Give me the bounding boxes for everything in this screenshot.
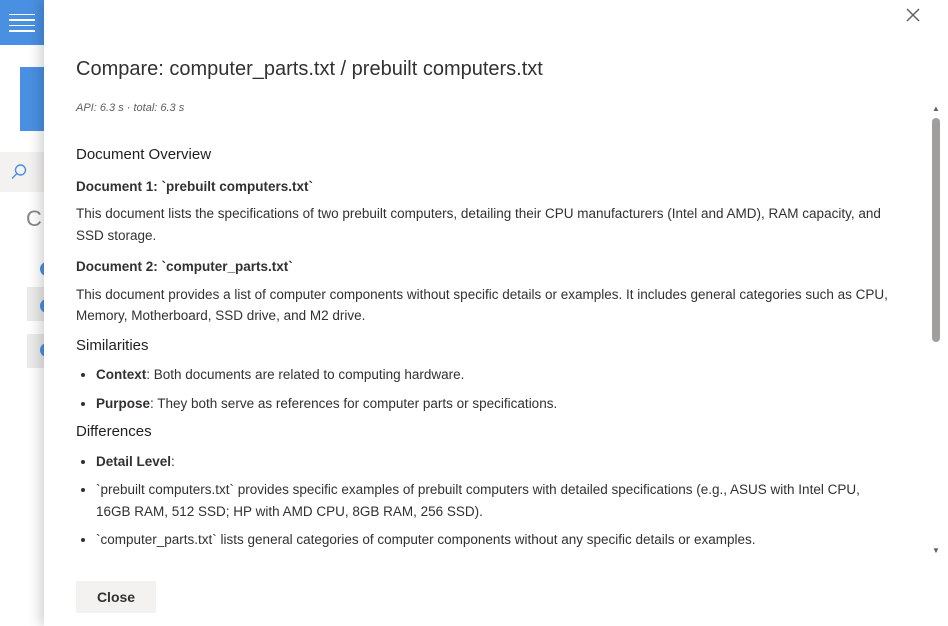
list-item-text: `computer_parts.txt` lists general categories of computer components without any specific details or examples.	[96, 532, 756, 547]
timing-label: API: 6.3 s · total: 6.3 s	[76, 102, 185, 114]
list-item-text: :	[171, 453, 175, 469]
list-item-term: Purpose	[96, 395, 151, 411]
background-heading-fragment: C	[26, 206, 42, 231]
doc1-heading: Document 1: `prebuilt computers.txt`	[76, 178, 314, 194]
scrollbar-thumb[interactable]	[932, 118, 940, 342]
list-item	[96, 364, 888, 386]
list-item	[96, 393, 888, 415]
list-item-term: Context	[96, 367, 147, 382]
scroll-up-arrow-icon[interactable]: ▲	[932, 104, 940, 113]
list-item-text: : They both serve as references for computer parts or specifications.	[150, 395, 558, 411]
differences-list	[76, 451, 888, 551]
differences-heading: Differences	[76, 423, 152, 440]
search-icon[interactable]	[0, 152, 44, 192]
background-banner	[20, 67, 44, 131]
comparison-content[interactable]	[76, 138, 888, 562]
close-icon[interactable]	[906, 8, 926, 28]
list-item	[96, 479, 888, 522]
scroll-down-arrow-icon[interactable]: ▼	[932, 546, 940, 555]
similarities-list	[76, 364, 888, 414]
doc2-heading: Document 2: `computer_parts.txt`	[76, 259, 293, 274]
list-item-text: : Both documents are related to computing hardware.	[146, 367, 465, 382]
overview-heading: Document Overview	[76, 146, 212, 163]
list-item	[96, 451, 888, 473]
vertical-scrollbar[interactable]	[930, 104, 942, 556]
close-button[interactable]: Close	[76, 581, 156, 613]
doc1-text: This document lists the specifications of two prebuilt computers, detailing their CPU manufacturers (Intel and AMD), RAM capacity, and SSD storage.	[76, 206, 881, 243]
hamburger-menu-icon[interactable]	[0, 0, 44, 45]
compare-panel	[44, 0, 948, 626]
panel-title: Compare: computer_parts.txt / prebuilt computers.txt	[76, 58, 543, 80]
doc2-text: This document provides a list of computer components without specific details or examples. It includes general categories such as CPU, Memory, Motherboard, SSD drive, and M2 drive.	[76, 286, 888, 323]
list-item	[96, 529, 888, 551]
list-item-text: `prebuilt computers.txt` provides specific examples of prebuilt computers with detailed specifications (e.g., ASUS with Intel CPU, 16GB RAM, 512 SSD; HP with AMD CPU, 8GB RAM, 256 SSD).	[96, 482, 860, 519]
similarities-heading: Similarities	[76, 336, 149, 354]
list-item-term: Detail Level	[96, 453, 172, 469]
